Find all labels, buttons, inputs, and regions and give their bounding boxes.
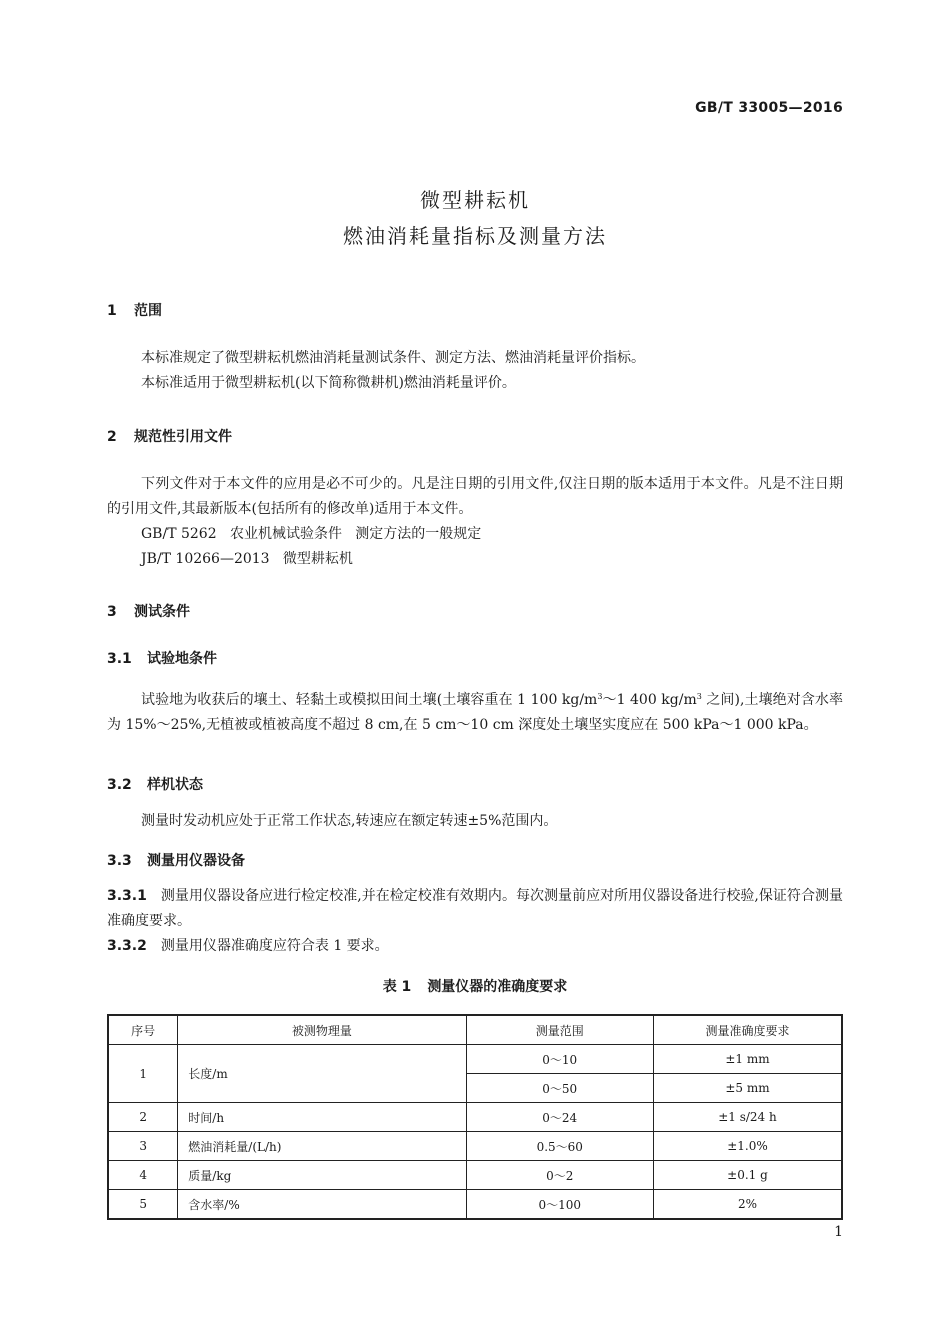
- cell-quantity: 长度/m: [178, 1045, 466, 1103]
- cell-no: 2: [108, 1103, 178, 1132]
- section-3-heading: [107, 601, 190, 621]
- clause-3-3-1: [107, 884, 843, 934]
- cell-no: 4: [108, 1161, 178, 1190]
- cell-accuracy: ±1 mm: [653, 1045, 842, 1074]
- standard-number: GB/T 33005—2016: [695, 100, 843, 116]
- cell-range: 0.5～60: [466, 1132, 653, 1161]
- instrument-accuracy-table: [107, 1014, 843, 1220]
- cell-accuracy: 2%: [653, 1190, 842, 1220]
- cell-quantity: 质量/kg: [178, 1161, 466, 1190]
- reference-1: GB/T 5262 农业机械试验条件 测定方法的一般规定: [141, 526, 482, 542]
- table-row: [108, 1190, 842, 1220]
- reference-2: JB/T 10266—2013 微型耕耘机: [141, 551, 353, 567]
- section-title: 测试条件: [134, 604, 190, 620]
- section-3-3-heading: [107, 850, 245, 870]
- section-number: 2: [107, 429, 117, 445]
- clause-number: 3.3.1: [107, 888, 147, 904]
- section-title: 样机状态: [147, 777, 203, 793]
- table-row: [108, 1161, 842, 1190]
- section-title: 范围: [134, 303, 162, 319]
- cell-range: 0～24: [466, 1103, 653, 1132]
- table-title: 测量仪器的准确度要求: [427, 979, 568, 995]
- cell-accuracy: ±1 s/24 h: [653, 1103, 842, 1132]
- title-line-2: 燃油消耗量指标及测量方法: [343, 224, 607, 248]
- header-cell: 测量准确度要求: [653, 1015, 842, 1045]
- section-number: 1: [107, 303, 117, 319]
- table-row: [108, 1103, 842, 1132]
- header-cell: 序号: [108, 1015, 178, 1045]
- section-title: 测量用仪器设备: [147, 853, 245, 869]
- cell-accuracy: ±1.0%: [653, 1132, 842, 1161]
- table-header-row: [108, 1015, 842, 1045]
- section-number: 3: [107, 604, 117, 620]
- cell-no: 3: [108, 1132, 178, 1161]
- text-part: ～1 400 kg/m: [602, 692, 697, 708]
- table-row: [108, 1132, 842, 1161]
- cell-accuracy: ±0.1 g: [653, 1161, 842, 1190]
- cell-range: 0～10: [466, 1045, 653, 1074]
- cell-no: 5: [108, 1190, 178, 1220]
- clause-number: 3.3.2: [107, 938, 147, 954]
- section-2-para: 下列文件对于本文件的应用是必不可少的。凡是注日期的引用文件,仅注日期的版本适用于本文件。凡是不注日期的引用文件,其最新版本(包括所有的修改单)适用于本文件。: [107, 476, 843, 517]
- cell-accuracy: ±5 mm: [653, 1074, 842, 1103]
- section-title: 规范性引用文件: [134, 429, 232, 445]
- section-title: 试验地条件: [147, 651, 217, 667]
- section-2-heading: [107, 426, 232, 446]
- clause-text: 测量用仪器设备应进行检定校准,并在检定校准有效期内。每次测量前应对所用仪器设备进行校验,保证符合测量准确度要求。: [107, 888, 843, 929]
- cell-range: 0～50: [466, 1074, 653, 1103]
- title-line-1: 微型耕耘机: [420, 188, 530, 212]
- section-3-2-heading: [107, 774, 203, 794]
- section-number: 3.1: [107, 651, 132, 667]
- cell-quantity: 含水率/%: [178, 1190, 466, 1220]
- header-cell: 被测物理量: [178, 1015, 466, 1045]
- superscript: 3: [696, 692, 702, 701]
- cell-quantity: 时间/h: [178, 1103, 466, 1132]
- section-1-para-1: 本标准规定了微型耕耘机燃油消耗量测试条件、测定方法、燃油消耗量评价指标。: [141, 350, 645, 366]
- table-row: [108, 1045, 842, 1074]
- section-1-heading: [107, 300, 162, 320]
- cell-range: 0～100: [466, 1190, 653, 1220]
- clause-text: 测量用仪器准确度应符合表 1 要求。: [160, 938, 389, 954]
- text-part: 试验地为收获后的壤土、轻黏土或模拟田间土壤(土壤容重在 1 100 kg/m: [141, 692, 598, 708]
- table-label: 表 1: [382, 979, 412, 995]
- superscript: 3: [597, 692, 603, 701]
- section-number: 3.3: [107, 853, 132, 869]
- page-number: 1: [834, 1224, 843, 1240]
- cell-no: 1: [108, 1045, 178, 1103]
- cell-range: 0～2: [466, 1161, 653, 1190]
- clause-3-3-2: [107, 934, 843, 959]
- section-3-1-para: [107, 684, 843, 738]
- text-part: 之间),土壤绝对含水率为 15%～25%,无植被或植被高度不超过 8 cm,在 5 cm～10 cm 深度处土壤坚实度应在 500 kPa～1 000 kPa。: [107, 692, 843, 733]
- header-cell: 测量范围: [466, 1015, 653, 1045]
- section-3-1-heading: [107, 648, 217, 668]
- section-3-2-para: 测量时发动机应处于正常工作状态,转速应在额定转速±5%范围内。: [141, 813, 558, 829]
- table-caption: [0, 976, 950, 996]
- section-1-para-2: 本标准适用于微型耕耘机(以下简称微耕机)燃油消耗量评价。: [141, 375, 516, 391]
- cell-quantity: 燃油消耗量/(L/h): [178, 1132, 466, 1161]
- section-number: 3.2: [107, 777, 132, 793]
